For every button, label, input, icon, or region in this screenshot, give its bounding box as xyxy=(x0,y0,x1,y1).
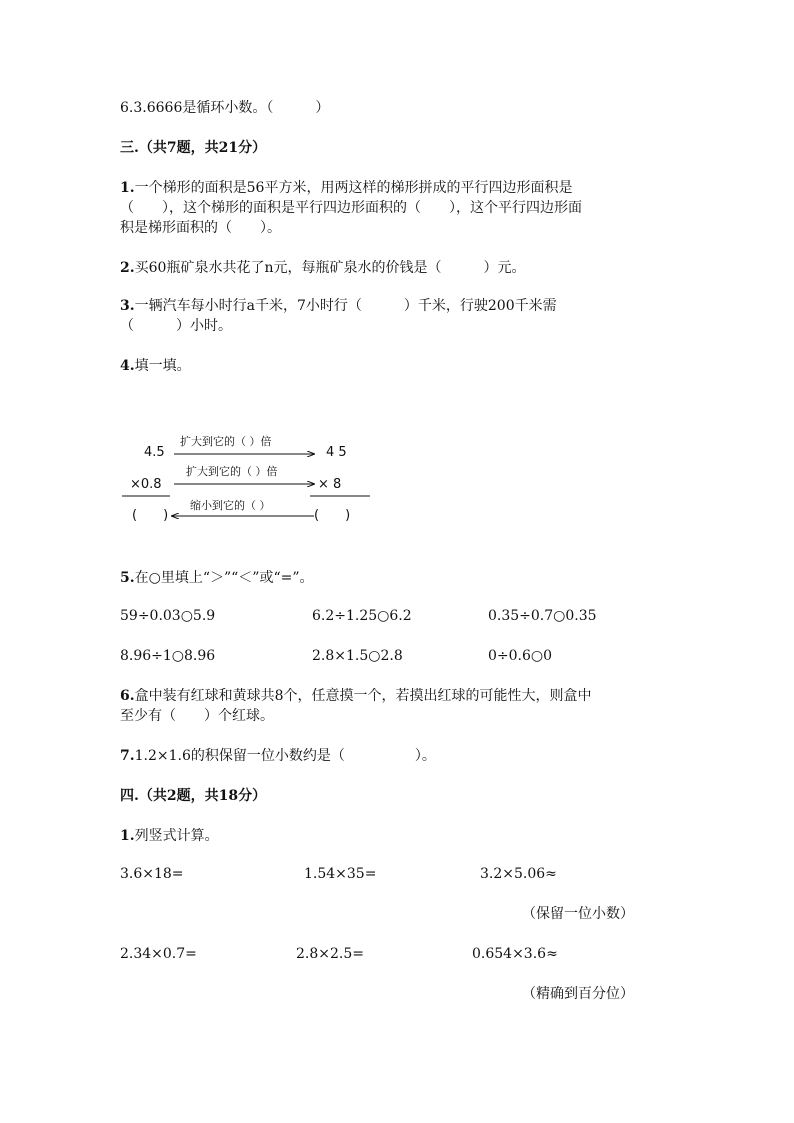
compare-item: 59÷0.03○5.9 xyxy=(120,608,216,624)
question-text: 一辆汽车每小时行a千米，7小时行（ ）千米，行驶200千米需 xyxy=(134,298,557,314)
right-top-number: 4 5 xyxy=(326,445,347,460)
compare-item: 8.96÷1○8.96 xyxy=(120,648,216,664)
multiplication-diagram xyxy=(118,428,388,528)
question-number: 6. xyxy=(120,100,134,116)
question-1-line1 xyxy=(120,178,572,198)
calc-item: 3.6×18= xyxy=(120,866,184,882)
section-3-title: 三.（共7题，共21分） xyxy=(120,140,267,156)
question-text: 在○里填上“＞”“＜”或“=”。 xyxy=(134,570,314,586)
left-top-number: 4.5 xyxy=(144,445,165,460)
question-number: 6. xyxy=(120,688,135,704)
compare-item: 0÷0.6○0 xyxy=(488,648,553,664)
compare-item: 0.35÷0.7○0.35 xyxy=(488,608,597,624)
calc-note: （保留一位小数） xyxy=(522,906,634,922)
calc-item: 0.654×3.6≈ xyxy=(472,946,558,962)
question-text: 买60瓶矿泉水共花了n元，每瓶矿泉水的价钱是（ ）元。 xyxy=(134,260,526,276)
question-7 xyxy=(120,746,436,766)
question-text: 1.2×1.6的积保留一位小数约是（ ）。 xyxy=(134,748,436,764)
question-text: 3.6666是循环小数。（ ） xyxy=(133,100,330,116)
section-4-title: 四.（共2题，共18分） xyxy=(120,788,267,804)
calc-question xyxy=(120,826,219,846)
question-2 xyxy=(120,258,525,278)
question-3-line1 xyxy=(120,296,557,316)
question-number: 4. xyxy=(120,358,135,374)
question-text: 一个梯形的面积是56平方米，用两这样的梯形拼成的平行四边形面积是 xyxy=(134,180,573,196)
question-text: 盒中装有红球和黄球共8个，任意摸一个，若摸出红球的可能性大，则盒中 xyxy=(134,688,592,704)
question-number: 1. xyxy=(120,180,135,196)
calc-item: 2.34×0.7= xyxy=(120,946,197,962)
question-6-line1 xyxy=(120,686,592,706)
question-text: 填一填。 xyxy=(134,358,191,374)
question-1-line3: 积是梯形面积的（ ）。 xyxy=(120,220,281,236)
calc-item: 1.54×35= xyxy=(304,866,377,882)
right-mid-factor: × 8 xyxy=(318,477,342,492)
right-result-blank: ( ) xyxy=(314,508,351,523)
question-5 xyxy=(120,568,314,588)
compare-item: 2.8×1.5○2.8 xyxy=(312,648,403,664)
question-number: 2. xyxy=(120,260,135,276)
left-mid-factor: ×0.8 xyxy=(130,477,162,492)
question-4 xyxy=(120,356,191,376)
arrow-1-label: 扩大到它的（ ）倍 xyxy=(180,435,272,448)
question-number: 3. xyxy=(120,298,135,314)
arrow-3-label: 缩小到它的（ ） xyxy=(190,499,271,512)
question-6-line2: 至少有（ ）个红球。 xyxy=(120,708,274,724)
compare-item: 6.2÷1.25○6.2 xyxy=(312,608,412,624)
question-number: 7. xyxy=(120,748,135,764)
question-3-line2: （ ）小时。 xyxy=(120,318,232,334)
left-result-blank: ( ) xyxy=(132,508,169,523)
question-6-prev xyxy=(120,98,329,118)
question-number: 1. xyxy=(120,828,135,844)
question-number: 5. xyxy=(120,570,135,586)
arrow-2-label: 扩大到它的（ ）倍 xyxy=(186,465,278,478)
calc-item: 2.8×2.5= xyxy=(296,946,364,962)
question-text: 列竖式计算。 xyxy=(134,828,219,844)
question-1-line2: （ ），这个梯形的面积是平行四边形面积的（ ），这个平行四边形面 xyxy=(120,200,582,216)
calc-note: （精确到百分位） xyxy=(522,986,634,1002)
calc-item: 3.2×5.06≈ xyxy=(480,866,557,882)
